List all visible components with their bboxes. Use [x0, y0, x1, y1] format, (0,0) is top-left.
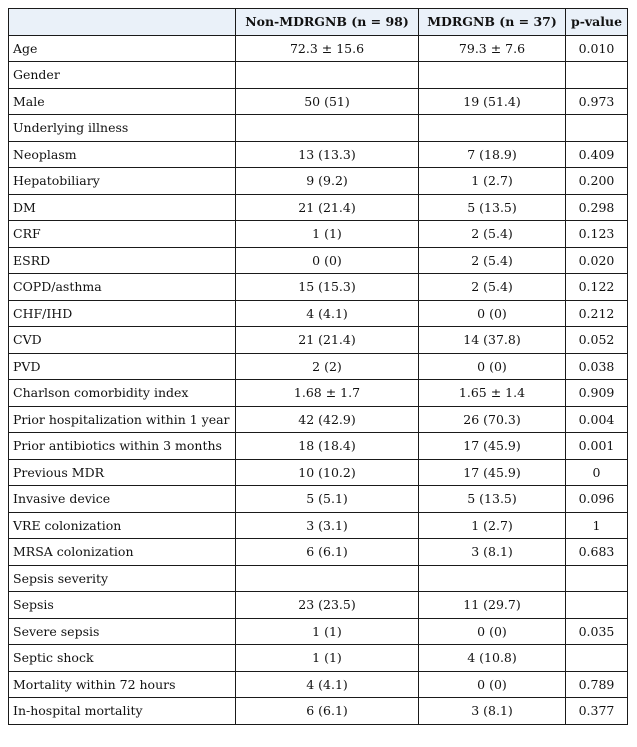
non-mdrgnb-cell: 1.68 ± 1.7	[236, 380, 419, 407]
p-value-cell: 0.683	[566, 539, 628, 566]
mdrgnb-cell: 5 (13.5)	[419, 194, 566, 221]
table-body	[9, 35, 628, 724]
non-mdrgnb-cell: 13 (13.3)	[236, 141, 419, 168]
row-label-cell: In-hospital mortality	[9, 698, 236, 725]
p-value-cell: 0.020	[566, 247, 628, 274]
p-value-cell: 0.298	[566, 194, 628, 221]
header-cell-variable	[9, 9, 236, 36]
table-row	[9, 618, 628, 645]
header-cell-non-mdrgnb: Non-MDRGNB (n = 98)	[236, 9, 419, 36]
row-label-cell: CRF	[9, 221, 236, 248]
table-row	[9, 62, 628, 89]
table-row	[9, 671, 628, 698]
mdrgnb-cell: 7 (18.9)	[419, 141, 566, 168]
p-value-cell: 0.409	[566, 141, 628, 168]
row-label-cell: Neoplasm	[9, 141, 236, 168]
p-value-cell: 0.035	[566, 618, 628, 645]
row-label-cell: DM	[9, 194, 236, 221]
p-value-cell: 0.096	[566, 486, 628, 513]
table-row	[9, 592, 628, 619]
mdrgnb-cell: 17 (45.9)	[419, 433, 566, 460]
p-value-cell	[566, 565, 628, 592]
mdrgnb-cell: 5 (13.5)	[419, 486, 566, 513]
table-row	[9, 433, 628, 460]
p-value-cell: 0.052	[566, 327, 628, 354]
mdrgnb-cell: 17 (45.9)	[419, 459, 566, 486]
table-container	[8, 8, 628, 725]
mdrgnb-cell: 2 (5.4)	[419, 221, 566, 248]
mdrgnb-cell: 26 (70.3)	[419, 406, 566, 433]
table-row	[9, 168, 628, 195]
p-value-cell: 0.212	[566, 300, 628, 327]
p-value-cell	[566, 645, 628, 672]
non-mdrgnb-cell: 1 (1)	[236, 618, 419, 645]
row-label-cell: Previous MDR	[9, 459, 236, 486]
p-value-cell: 0.377	[566, 698, 628, 725]
mdrgnb-cell: 1.65 ± 1.4	[419, 380, 566, 407]
table-row	[9, 88, 628, 115]
non-mdrgnb-cell: 42 (42.9)	[236, 406, 419, 433]
non-mdrgnb-cell	[236, 115, 419, 142]
non-mdrgnb-cell: 1 (1)	[236, 645, 419, 672]
p-value-cell: 0.001	[566, 433, 628, 460]
table-row	[9, 353, 628, 380]
table-row	[9, 194, 628, 221]
p-value-cell	[566, 62, 628, 89]
row-label-cell: CVD	[9, 327, 236, 354]
mdrgnb-cell: 2 (5.4)	[419, 247, 566, 274]
header-row	[9, 9, 628, 36]
mdrgnb-cell: 3 (8.1)	[419, 698, 566, 725]
row-label-cell: MRSA colonization	[9, 539, 236, 566]
p-value-cell: 0.973	[566, 88, 628, 115]
mdrgnb-cell: 14 (37.8)	[419, 327, 566, 354]
table-row	[9, 274, 628, 301]
non-mdrgnb-cell: 1 (1)	[236, 221, 419, 248]
non-mdrgnb-cell: 4 (4.1)	[236, 300, 419, 327]
row-label-cell: Sepsis	[9, 592, 236, 619]
table-row	[9, 539, 628, 566]
table-row	[9, 698, 628, 725]
mdrgnb-cell: 0 (0)	[419, 353, 566, 380]
row-label-cell: Invasive device	[9, 486, 236, 513]
p-value-cell: 0.789	[566, 671, 628, 698]
p-value-cell: 1	[566, 512, 628, 539]
row-label-cell: Hepatobiliary	[9, 168, 236, 195]
row-label-cell: COPD/asthma	[9, 274, 236, 301]
mdrgnb-cell: 1 (2.7)	[419, 168, 566, 195]
non-mdrgnb-cell: 9 (9.2)	[236, 168, 419, 195]
table-row	[9, 115, 628, 142]
table-row	[9, 645, 628, 672]
mdrgnb-cell: 0 (0)	[419, 671, 566, 698]
row-label-cell: Sepsis severity	[9, 565, 236, 592]
row-label-cell: Septic shock	[9, 645, 236, 672]
non-mdrgnb-cell	[236, 62, 419, 89]
p-value-cell	[566, 115, 628, 142]
non-mdrgnb-cell: 2 (2)	[236, 353, 419, 380]
non-mdrgnb-cell: 50 (51)	[236, 88, 419, 115]
p-value-cell: 0.038	[566, 353, 628, 380]
table-row	[9, 300, 628, 327]
p-value-cell: 0.122	[566, 274, 628, 301]
table-row	[9, 380, 628, 407]
table-row	[9, 486, 628, 513]
p-value-cell	[566, 592, 628, 619]
row-label-cell: Age	[9, 35, 236, 62]
table-row	[9, 327, 628, 354]
row-label-cell: Gender	[9, 62, 236, 89]
p-value-cell: 0	[566, 459, 628, 486]
table-row	[9, 459, 628, 486]
non-mdrgnb-cell: 15 (15.3)	[236, 274, 419, 301]
row-label-cell: Charlson comorbidity index	[9, 380, 236, 407]
table-row	[9, 141, 628, 168]
non-mdrgnb-cell: 18 (18.4)	[236, 433, 419, 460]
mdrgnb-cell: 79.3 ± 7.6	[419, 35, 566, 62]
header-cell-mdrgnb: MDRGNB (n = 37)	[419, 9, 566, 36]
non-mdrgnb-cell: 3 (3.1)	[236, 512, 419, 539]
mdrgnb-cell: 0 (0)	[419, 300, 566, 327]
non-mdrgnb-cell: 21 (21.4)	[236, 194, 419, 221]
table-row	[9, 35, 628, 62]
p-value-cell: 0.123	[566, 221, 628, 248]
row-label-cell: ESRD	[9, 247, 236, 274]
table-row	[9, 565, 628, 592]
row-label-cell: Prior hospitalization within 1 year	[9, 406, 236, 433]
mdrgnb-cell	[419, 62, 566, 89]
p-value-cell: 0.200	[566, 168, 628, 195]
non-mdrgnb-cell: 21 (21.4)	[236, 327, 419, 354]
non-mdrgnb-cell: 6 (6.1)	[236, 539, 419, 566]
row-label-cell: Male	[9, 88, 236, 115]
row-label-cell: VRE colonization	[9, 512, 236, 539]
non-mdrgnb-cell: 23 (23.5)	[236, 592, 419, 619]
row-label-cell: Prior antibiotics within 3 months	[9, 433, 236, 460]
mdrgnb-cell: 0 (0)	[419, 618, 566, 645]
non-mdrgnb-cell: 10 (10.2)	[236, 459, 419, 486]
non-mdrgnb-cell: 5 (5.1)	[236, 486, 419, 513]
table-row	[9, 512, 628, 539]
mdrgnb-cell: 3 (8.1)	[419, 539, 566, 566]
mdrgnb-cell: 1 (2.7)	[419, 512, 566, 539]
non-mdrgnb-cell: 4 (4.1)	[236, 671, 419, 698]
comparison-table	[8, 8, 628, 725]
row-label-cell: PVD	[9, 353, 236, 380]
non-mdrgnb-cell: 0 (0)	[236, 247, 419, 274]
header-cell-p-value: p-value	[566, 9, 628, 36]
mdrgnb-cell: 4 (10.8)	[419, 645, 566, 672]
row-label-cell: CHF/IHD	[9, 300, 236, 327]
row-label-cell: Mortality within 72 hours	[9, 671, 236, 698]
table-row	[9, 406, 628, 433]
p-value-cell: 0.004	[566, 406, 628, 433]
table-row	[9, 247, 628, 274]
p-value-cell: 0.909	[566, 380, 628, 407]
mdrgnb-cell: 19 (51.4)	[419, 88, 566, 115]
mdrgnb-cell: 2 (5.4)	[419, 274, 566, 301]
non-mdrgnb-cell: 72.3 ± 15.6	[236, 35, 419, 62]
row-label-cell: Severe sepsis	[9, 618, 236, 645]
mdrgnb-cell	[419, 565, 566, 592]
p-value-cell: 0.010	[566, 35, 628, 62]
row-label-cell: Underlying illness	[9, 115, 236, 142]
mdrgnb-cell	[419, 115, 566, 142]
non-mdrgnb-cell: 6 (6.1)	[236, 698, 419, 725]
mdrgnb-cell: 11 (29.7)	[419, 592, 566, 619]
non-mdrgnb-cell	[236, 565, 419, 592]
table-row	[9, 221, 628, 248]
